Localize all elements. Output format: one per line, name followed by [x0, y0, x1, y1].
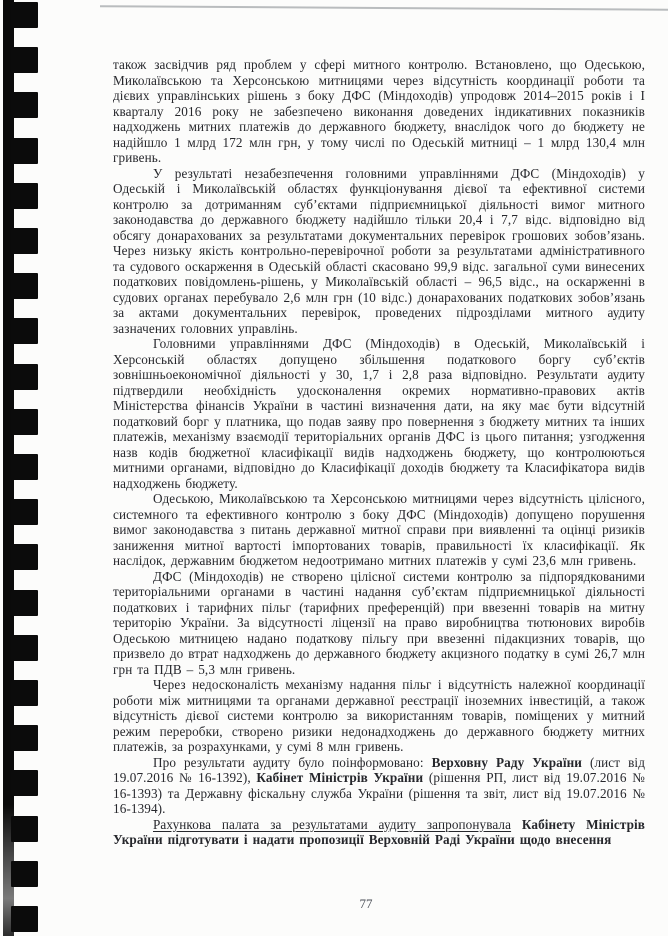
- binding-tooth: [11, 680, 38, 706]
- paragraph: [113, 57, 645, 166]
- paragraph: [113, 491, 645, 569]
- binding-tooth: [11, 816, 38, 842]
- paragraph: [113, 569, 645, 678]
- paragraph: [113, 336, 645, 491]
- text-run: Верховну Раду України: [431, 754, 582, 770]
- text-run: У результаті незабезпечення головними управліннями ДФС (Міндоходів) у Одеській і Миколаївській областях функціонування дієвої та ефективної системи контролю за дотриманням суб’єктами підприємницької діяльності вимог митного законодавства до державного бюджету надійшло тільки 20,4 і 7,7 відс. відповідно від обсягу донарахованих за результатами документальних перевірок грошових зобов’язань. Через низьку якість контрольно-перевірочної роботи за результатами адміністративного та судового оскарження в Одеській області скасовано 99,9 відс. загальної суми винесених податкових повідомлень-рішень, у Миколаївській області – 96,5 відс., на оскарженні в судових органах перебувало 2,6 млн грн (10 відс.) донарахованих податкових зобов’язань за актами документальних перевірок, проведених підрозділами митного аудиту зазначених головних управлінь.: [113, 165, 645, 336]
- text-run: Через недосконалість механізму надання пільг і відсутність належної координації роботи між митницями та органами державної реєстрації іноземних інвестицій, а також відсутність дієвої системи контролю за використанням товарів, поміщених у митний режим переробки, створено ризики недонадходжень до державного бюджету митних платежів, за розрахунками, у сумі 8 млн гривень.: [113, 677, 645, 754]
- paragraph: [113, 817, 645, 848]
- paragraph: [113, 677, 645, 755]
- text-run: Рахункова палата за результатами аудиту запропонувала: [153, 816, 512, 832]
- binding-tooth: [11, 499, 38, 525]
- binding-tooth: [11, 2, 38, 28]
- binding-tooth: [11, 183, 38, 209]
- text-run: Кабінету Міністрів України підготувати і надати пропозиції Верховній Раді України щодо внесення: [113, 816, 645, 847]
- text-run: також засвідчив ряд проблем у сфері митного контролю. Встановлено, що Одеською, Миколаївською та Херсонською митницями через відсутність координації роботи та дієвих управлінських рішень з боку ДФС (Міндоходів) упродовж 2014–2015 років і І кварталу 2016 року не забезпечено виконання доведених індикативних показників надходжень митних платежів до державного бюджету, внаслідок чого до бюджету не надійшло 1 млрд 172 млн грн, у тому числі по Одеській митниці – 1 млрд 130,4 млн гривень.: [113, 57, 645, 165]
- binding-strip: [0, 0, 44, 936]
- binding-tooth: [11, 47, 38, 73]
- binding-tooth: [11, 544, 38, 570]
- scan-edge-line: [100, 5, 668, 10]
- text-run: (рішення РП, лист від 19.07.2016 № 16-1393) та Державну фіскальну служба України (рішення та звіт, лист від 19.07.2016 № 16-1394).: [113, 770, 645, 816]
- paragraph: [113, 755, 645, 817]
- page-body-text: [113, 57, 645, 848]
- text-run: [511, 817, 522, 832]
- binding-tooth: [11, 454, 38, 480]
- text-run: Про результати аудиту було поінформовано:: [153, 754, 432, 770]
- binding-tooth: [11, 92, 38, 118]
- binding-tooth: [11, 861, 38, 887]
- paragraphs-container: [113, 57, 645, 848]
- binding-tooth: [11, 770, 38, 796]
- binding-tooth: [11, 138, 38, 164]
- binding-tooth: [11, 228, 38, 254]
- binding-tooth: [11, 273, 38, 299]
- binding-tooth: [11, 364, 38, 390]
- binding-tooth: [11, 725, 38, 751]
- binding-tooth: [11, 635, 38, 661]
- page-number: 77: [359, 896, 373, 911]
- binding-tooth: [11, 590, 38, 616]
- text-run: ДФС (Міндоходів) не створено цілісної системи контролю за підпорядкованими територіальними органами в частині надання суб’єктам підприємницької діяльності податкових і тарифних пільг (тарифних преференцій) при ввезенні товарів на митну територію України. За відсутності ліцензії на право виробництва тютюнових виробів Одеською митницею надано податкову пільгу при ввезенні підакцизних товарів, що призвело до втрат надходжень до державного бюджету акцизного податку в сумі 26,7 млн грн та ПДВ – 5,3 млн гривень.: [113, 568, 645, 677]
- text-run: Кабінет Міністрів України: [256, 770, 424, 785]
- binding-tooth: [11, 409, 38, 435]
- text-run: Одеською, Миколаївською та Херсонською митницями через відсутність цілісного, системного та ефективного контролю з боку ДФС (Міндоходів) допущено порушення вимог законодавства з питань державної митної справи при виявленні та оцінці ризиків заниження митної вартості імпортованих товарів, правильності їх класифікації. Як наслідок, державним бюджетом недоотримано митних платежів у сумі 23,6 млн гривень.: [113, 491, 645, 568]
- paragraph: [113, 166, 645, 337]
- text-run: Головними управліннями ДФС (Міндоходів) в Одеській, Миколаївській і Херсонській областях допущено збільшення податкового боргу суб’єктів зовнішньоекономічної діяльності у 30, 1,7 і 2,8 раза відповідно. Результати аудиту підтвердили необхідність удосконалення окремих нормативно-правових актів Міністерства фінансів України в частині визначення дати, на яку має бути відсутній податковий борг у платника, що подав заяву про повернення з бюджету митних та інших платежів, механізму взаємодії територіальних органів ДФС із цього питання; узгодження назв кодів бюджетної класифікації видів надходжень бюджету, що контролюються митними органами, відповідно до Класифікації доходів бюджету та Класифікатора видів надходжень бюджету.: [113, 336, 645, 491]
- binding-tooth: [11, 906, 38, 932]
- text-run: (лист від 19.07.2016 № 16-1392),: [113, 754, 646, 785]
- binding-tooth: [11, 318, 38, 344]
